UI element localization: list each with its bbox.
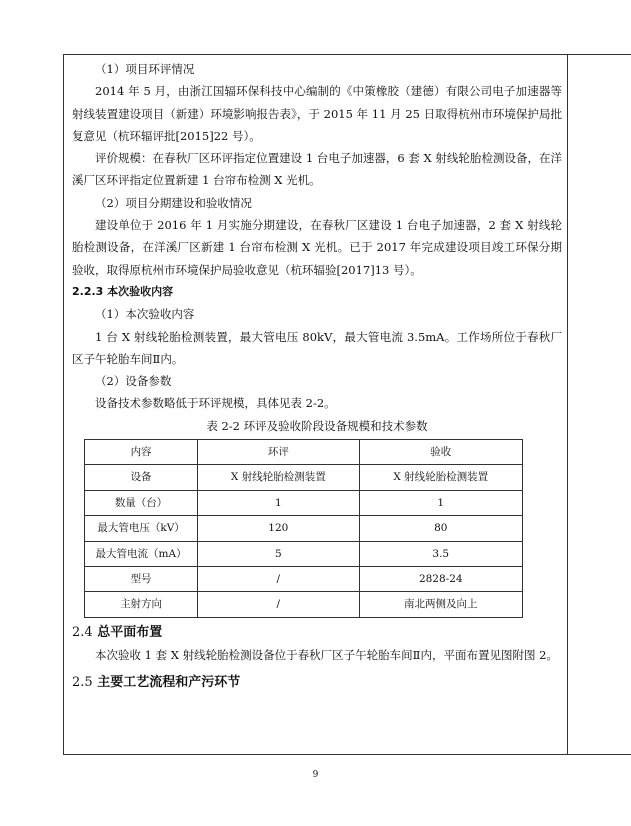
- heading-acceptance-content: （1）本次验收内容: [95, 307, 195, 322]
- heading-2-2-3: 2.2.3 本次验收内容: [72, 284, 174, 298]
- section-title: 总平面布置: [97, 624, 163, 640]
- table-caption: 表 2-2 环评及验收阶段设备规模和技术参数: [206, 418, 428, 433]
- para-env-assessment: 2014 年 5 月，由浙江国辐环保科技中心编制的《中策橡胶（建德）有限公司电子加速器等射线装置建设项目（新建）环境影响报告表》，于 2015 年 11 月 25 日取得杭州市环境保护局批复意见（杭环辐评批[2015]22 号）。: [72, 84, 562, 143]
- table-cell: 1: [359, 490, 522, 515]
- table-row: [85, 567, 523, 592]
- table-cell: 5: [198, 541, 359, 566]
- table-row: [85, 592, 523, 617]
- content-frame-right: [567, 54, 568, 755]
- page-number: 9: [312, 770, 319, 780]
- table-cell: 2828-24: [359, 567, 522, 592]
- heading-equipment-params: （2）设备参数: [95, 374, 172, 389]
- table-cell: 最大管电压（kV）: [85, 516, 198, 541]
- heading-2-4: [72, 622, 562, 644]
- table-cell: 120: [198, 516, 359, 541]
- para-phased-construction: 建设单位于 2016 年 1 月实施分期建设，在春秋厂区建设 1 台电子加速器，2 套 X 射线轮胎检测设备，在洋溪厂区新建 1 台帘布检测 X 光机。已于 2017 年完成建设项目竣工环保分期验收，取得原杭州市环境保护局验收意见（杭环辐验[2017]13 号）。: [72, 218, 562, 277]
- table-row: [85, 541, 523, 566]
- params-table: [84, 439, 523, 618]
- table-cell: X 射线轮胎检测装置: [359, 465, 522, 490]
- table-cell: 设备: [85, 465, 198, 490]
- table-cell: 主射方向: [85, 592, 198, 617]
- table-cell: X 射线轮胎检测装置: [198, 465, 359, 490]
- para-acceptance-content: 1 台 X 射线轮胎检测装置，最大管电压 80kV，最大管电流 3.5mA。工作场所位于春秋厂区子午轮胎车间Ⅱ内。: [72, 329, 562, 366]
- heading-env-assessment: （1）项目环评情况: [95, 62, 195, 76]
- table-cell: 3.5: [359, 541, 522, 566]
- section-number: 2.5: [72, 675, 93, 691]
- table-cell: 型号: [85, 567, 198, 592]
- table-cell: /: [198, 567, 359, 592]
- table-cell: 最大管电流（mA）: [85, 541, 198, 566]
- para-assessment-scale: 评价规模：在春秋厂区环评指定位置建设 1 台电子加速器，6 套 X 射线轮胎检测设备，在洋溪厂区环评指定位置新建 1 台帘布检测 X 光机。: [72, 151, 562, 188]
- heading-2-5: [72, 672, 562, 694]
- section-number: 2.4: [72, 624, 93, 640]
- table-cell: 数量（台）: [85, 490, 198, 515]
- table-header-cell: 验收: [359, 440, 522, 465]
- heading-phased-construction: （2）项目分期建设和验收情况: [95, 195, 252, 210]
- table-row: [85, 465, 523, 490]
- table-header-cell: 环评: [198, 440, 359, 465]
- content-area: [72, 58, 562, 695]
- section-title: 主要工艺流程和产污环节: [97, 675, 241, 691]
- table-row: [85, 490, 523, 515]
- table-header-row: [85, 440, 523, 465]
- table-header-cell: 内容: [85, 440, 198, 465]
- table-cell: 1: [198, 490, 359, 515]
- table-cell: 南北两侧及向上: [359, 592, 522, 617]
- table-cell: 80: [359, 516, 522, 541]
- table-row: [85, 516, 523, 541]
- para-equipment-params: 设备技术参数略低于环评规模，具体见表 2-2。: [95, 396, 336, 411]
- table-cell: /: [198, 592, 359, 617]
- para-layout: 本次验收 1 套 X 射线轮胎检测设备位于春秋厂区子午轮胎车间Ⅱ内，平面布置见图附图 2。: [95, 648, 558, 663]
